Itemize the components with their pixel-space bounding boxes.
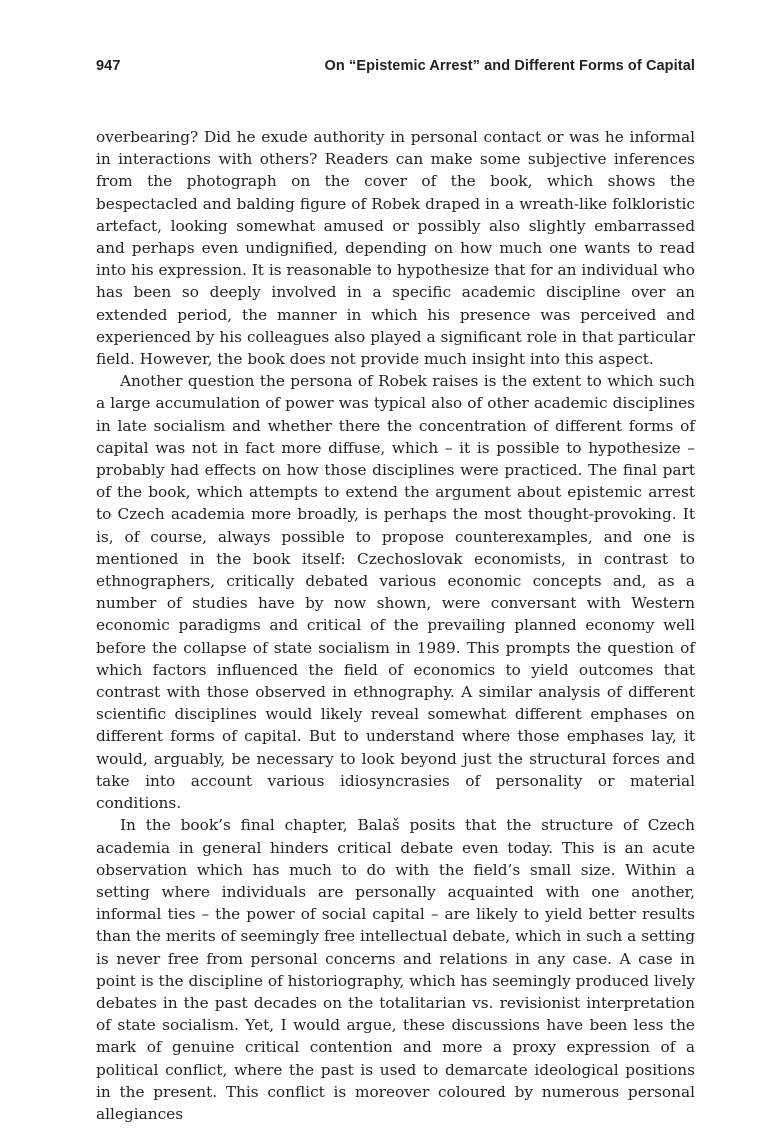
paragraph-3: In the book’s final chapter, Balaš posits that the structure of Czech academia in general hinders critical debate even today. This is an acute observation which has much to do with the field’s small size. Within a setting where individuals are personally acquainted with one another, informal ties – the power of social capital – are likely to yield better results than the merits of seemingly free intellectual debate, which in such a setting is never free from personal concerns and relations in any case. A case in point is the discipline of historiography, which has seemingly produced lively debates in the past decades on the totalitarian vs. revisionist interpretation of state socialism. Yet, I would argue, these discussions have been less the mark of genuine critical contention and more a proxy expression of a political conflict, where the past is used to demarcate ideological positions in the present. This conflict is moreover coloured by numerous personal allegiances	[96, 816, 695, 1123]
paragraph-2: Another question the persona of Robek raises is the extent to which such a large accumulation of power was typical also of other academic disciplines in late socialism and whether there the concentration of different forms of capital was not in fact more diffuse, which – it is possible to hypothesize – probably had effects on how those disciplines were practiced. The final part of the book, which attempts to extend the argument about epistemic arrest to Czech academia more broadly, is perhaps the most thought-provoking. It is, of course, always possible to propose counterexamples, and one is mentioned in the book itself: Czechoslovak economists, in contrast to ethnographers, critically debated various economic concepts and, as a number of studies have by now shown, were conversant with Western economic paradigms and critical of the prevailing planned economy well before the collapse of state socialism in 1989. This prompts the question of which factors influenced the field of economics to yield outcomes that contrast with those observed in ethnography. A similar analysis of different scientific disciplines would likely reveal somewhat different emphases on different forms of capital. But to understand where those emphases lay, it would, arguably, be necessary to look beyond just the structural forces and take into account various idiosyncrasies of personality or material conditions.	[96, 372, 695, 813]
running-title: On “Epistemic Arrest” and Different Forms of Capital	[324, 58, 695, 74]
body-text	[96, 126, 695, 1125]
running-header	[96, 58, 695, 74]
paragraph-1: overbearing? Did he exude authority in personal contact or was he informal in interactions with others? Readers can make some subjective inferences from the photograph on the cover of the book, which shows the bespectacled and balding figure of Robek draped in a wreath-like folkloristic artefact, looking somewhat amused or possibly also slightly embarrassed and perhaps even undignified, depending on how much one wants to read into his expression. It is reasonable to hypothesize that for an individual who has been so deeply involved in a specific academic discipline over an extended period, the manner in which his presence was perceived and experienced by his colleagues also played a significant role in that particular field. However, the book does not provide much insight into this aspect.	[96, 128, 695, 369]
page-number: 947	[96, 58, 121, 74]
